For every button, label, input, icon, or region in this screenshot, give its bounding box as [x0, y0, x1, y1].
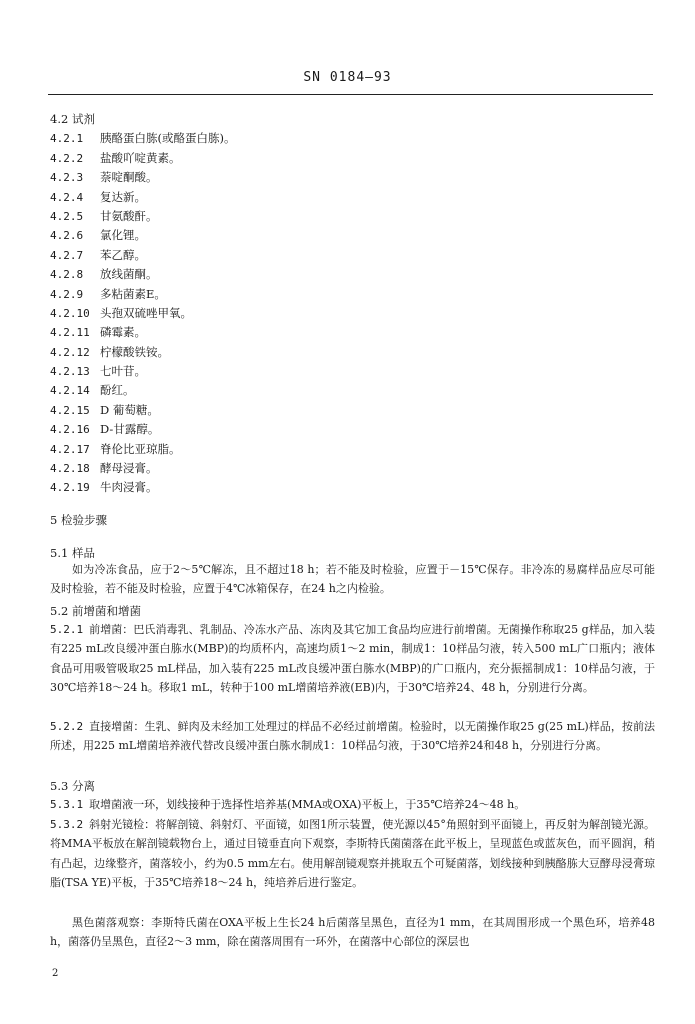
- reagent-number: 4.2.8: [50, 268, 84, 282]
- reagent-number: 4.2.17: [50, 442, 90, 456]
- reagent-number: 4.2.2: [50, 151, 84, 165]
- section-4-2: [50, 110, 650, 498]
- reagent-name: D 葡萄糖。: [100, 402, 159, 417]
- reagent-name: 柠檬酸铁铵。: [100, 344, 169, 359]
- section-5-2-title: 5.2 前增菌和增菌: [50, 604, 141, 618]
- reagent-item: [50, 362, 650, 381]
- reagent-item: [50, 343, 650, 362]
- reagent-name: 苯乙醇。: [100, 247, 146, 262]
- reagent-item: [50, 459, 650, 478]
- reagent-item: [50, 226, 650, 245]
- section-5-title: 5 检验步骤: [50, 513, 107, 527]
- reagent-item: [50, 420, 650, 439]
- reagent-name: 酵母浸膏。: [100, 461, 158, 476]
- paragraph-text: 前增菌：巴氏消毒乳、乳制品、冷冻水产品、冻肉及其它加工食品均应进行前增菌。无菌操作称取25 g样品，加入装有225 mL改良缓冲蛋白胨水(MBP)的均质杯内，高速均质1～2 min，制成1：10样品匀液，转入500 mL广口瓶内；液体食品可用吸管吸取25 mL样品，加入装有225 mL改良缓冲蛋白胨水(MBP)的广口瓶内，充分振摇制成1：10样品匀液，于30℃培养18～24 h。移取1 mL，转种于100 mL增菌培养液(EB)内，于30℃培养24、48 h，分别进行分离。: [50, 623, 655, 695]
- paragraph-text: 取增菌液一环，划线接种于选择性培养基(MMA或OXA)平板上，于35℃培养24～48 h。: [89, 798, 526, 811]
- reagent-number: 4.2.18: [50, 462, 90, 476]
- section-5-1-text: 如为冷冻食品，应于2～5℃解冻，且不超过18 h；若不能及时检验，应置于－15℃保存。非冷冻的易腐样品应尽可能及时检验，若不能及时检验，应置于4℃冰箱保存，在24 h之内检验。: [50, 563, 655, 596]
- reagent-item: [50, 304, 650, 323]
- section-5-1-title: 5.1 样品: [50, 546, 95, 560]
- reagent-name: 多粘菌素E。: [100, 286, 166, 301]
- reagent-number: 4.2.11: [50, 326, 90, 340]
- reagent-number: 4.2.6: [50, 229, 84, 243]
- reagent-name: 磷霉素。: [100, 325, 146, 340]
- paragraph-text: 直接增菌：生乳、鲜肉及未经加工处理过的样品不必经过前增菌。检验时，以无菌操作取25 g(25 mL)样品，按前法所述，用225 mL增菌培养液代替改良缓冲蛋白胨水制成1：10样品匀液，于30℃培养24和48 h，分别进行分离。: [50, 720, 655, 753]
- reagent-name: 脊伦比亚琼脂。: [100, 441, 181, 456]
- reagent-number: 4.2.5: [50, 209, 84, 223]
- reagent-name: D-甘露醇。: [100, 422, 160, 437]
- section-5-3-title: 5.3 分离: [50, 779, 95, 793]
- paragraph-5-3-1: [50, 795, 655, 814]
- reagent-name: 七叶苷。: [100, 364, 146, 379]
- paragraph-number: 5.3.2: [50, 818, 84, 831]
- reagent-item: [50, 188, 650, 207]
- reagent-number: 4.2.9: [50, 287, 84, 301]
- reagent-item: [50, 478, 650, 497]
- reagent-item: [50, 246, 650, 265]
- reagent-number: 4.2.16: [50, 423, 90, 437]
- reagent-name: 头孢双硫唑甲氧。: [100, 305, 192, 320]
- reagent-item: [50, 323, 650, 342]
- reagent-item: [50, 285, 650, 304]
- paragraph-5-3-2: [50, 815, 655, 893]
- reagent-name: 放线菌酮。: [100, 267, 158, 282]
- reagent-item: [50, 168, 650, 187]
- reagent-name: 甘氨酸酐。: [100, 208, 158, 223]
- paragraph-number: 5.2.1: [50, 623, 84, 636]
- reagent-name: 氯化锂。: [100, 228, 146, 243]
- page-number: 2: [52, 968, 59, 979]
- reagent-number: 4.2.1: [50, 132, 84, 146]
- reagent-number: 4.2.12: [50, 345, 90, 359]
- reagent-name: 酚红。: [100, 383, 135, 398]
- reagent-item: [50, 207, 650, 226]
- reagent-name: 牛肉浸膏。: [100, 480, 158, 495]
- paragraph-5-2-2: [50, 717, 655, 756]
- reagent-item: [50, 265, 650, 284]
- document-header: SN 0184—93: [303, 70, 392, 85]
- reagent-number: 4.2.14: [50, 384, 90, 398]
- reagent-name: 胰酪蛋白胨(或酪蛋白胨)。: [100, 131, 236, 146]
- header-divider: [48, 94, 653, 95]
- reagent-number: 4.2.19: [50, 481, 90, 495]
- reagent-number: 4.2.15: [50, 403, 90, 417]
- paragraph-5-3-3: 黑色菌落观察：李斯特氏菌在OXA平板上生长24 h后菌落呈黑色，直径为1 mm，在其周围形成一个黑色环，培养48 h，菌落仍呈黑色，直径2～3 mm，除在菌落周围有一环外，在菌落中心部位的深层也: [50, 916, 655, 949]
- reagent-item: [50, 440, 650, 459]
- reagent-number: 4.2.7: [50, 248, 84, 262]
- section-title: 4.2 试剂: [50, 112, 95, 126]
- reagent-list: [50, 129, 650, 497]
- reagent-item: [50, 401, 650, 420]
- reagent-number: 4.2.3: [50, 171, 84, 185]
- reagent-name: 盐酸吖啶黄素。: [100, 150, 181, 165]
- paragraph-5-2-1: [50, 620, 655, 698]
- reagent-number: 4.2.4: [50, 190, 84, 204]
- reagent-name: 萘啶酮酸。: [100, 170, 158, 185]
- reagent-name: 复达新。: [100, 189, 146, 204]
- paragraph-number: 5.2.2: [50, 720, 84, 733]
- paragraph-number: 5.3.1: [50, 798, 84, 811]
- reagent-item: [50, 149, 650, 168]
- reagent-number: 4.2.10: [50, 306, 90, 320]
- reagent-item: [50, 381, 650, 400]
- reagent-number: 4.2.13: [50, 365, 90, 379]
- paragraph-text: 斜射光镜检：将解剖镜、斜射灯、平面镜，如图1所示装置，使光源以45°角照射到平面镜上，再反射为解剖镜光源。将MMA平板放在解剖镜载物台上，通过目镜垂直向下观察，李斯特氏菌菌落在此平板上，呈现蓝色或蓝灰色，而平圆润，稍有凸起，边缘整齐，菌落较小，约为0.5 mm左右。使用解剖镜观察并挑取五个可疑菌落，划线接种到胰酪胨大豆酵母浸膏琼脂(TSA YE)平板，于35℃培养18～24 h，纯培养后进行鉴定。: [50, 818, 655, 890]
- reagent-item: [50, 129, 650, 148]
